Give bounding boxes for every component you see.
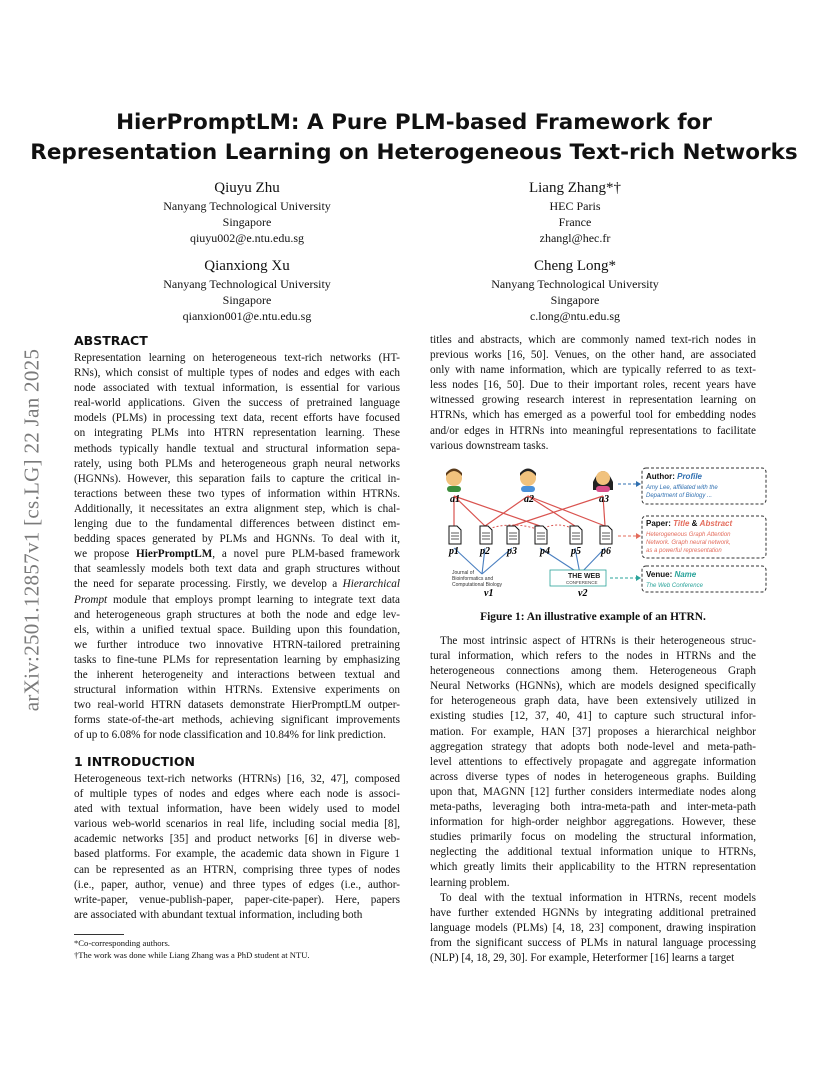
label-a2: a2 [524,494,534,505]
connector-arrows [636,481,641,581]
text-line: upon that, MAGNN [12] further considers intermediate nodes along [430,785,756,798]
text-line: which greatly limits their applicability to the HTRN representation [430,861,756,874]
venue-v2-logo [550,570,606,586]
author-affiliation: Nanyang Technological University [491,277,659,291]
footnote-2: †The work was done while Liang Zhang was a PhD student at NTU. [74,950,310,960]
text-line: tural information, which refers to the nodes in HTRNs and the [430,650,756,663]
text-line: we further introduce two innovative HTRN-tailored pretraining [74,638,400,651]
author-affiliation: Nanyang Technological University [163,277,331,291]
edge-a2-p6 [528,496,605,526]
label-v1: v1 [484,588,494,599]
paper-lines [451,533,610,539]
text-line: of up to 6.08% for node classification and 10.84% for link prediction. [74,729,386,742]
text-line: previous works [16, 50]. Venues, on the other hand, are associated [430,349,756,362]
text-line: RNs), which consist of multiple types of nodes and edges with each [74,367,400,380]
text-line: based platforms. For example, the academic data shown in Figure 1 [74,848,400,861]
title-line-2: Representation Learning on Heterogeneous Text-rich Networks [30,140,798,165]
svg-text:Computational Biology: Computational Biology [452,582,503,588]
author-name: Liang Zhang*† [528,180,622,196]
author-email[interactable]: qiuyu002@e.ntu.edu.sg [189,231,305,245]
text-line: The most intrinsic aspect of HTRNs is their heterogeneous struc- [440,635,756,647]
text-line: HTRNs, which has emerged as a powerful tool for embedding nodes [430,409,756,422]
text-line: existing studies [12, 37, 40, 41] to capture such structural infor- [430,710,756,723]
text-line: the need for separate processing. Firstly, we develop a Hierarchical [74,578,400,591]
author-icon-a1 [446,469,462,493]
text-line: teractions between these two types of information within HTRNs. [74,487,400,500]
author-location: Singapore [222,215,272,229]
author-location: Singapore [550,293,600,307]
text-line: from the significant success of PLMs in natural language processing [430,936,756,949]
author-icon-a2 [520,469,536,493]
text-line: Additionally, it necessitates an extra alignment step, which is chal- [74,502,400,515]
text-line: the inherent heterogeneity and interactions between textual and [74,668,400,681]
author-name: Qiuyu Zhu [214,180,280,196]
text-line: various web-world scenarios in real life, including social media [8], [74,818,400,831]
right-column-body [430,634,756,966]
text-line: and/or edges in HTRNs into meaningful representations to facilitate [430,424,756,437]
text-line: structural information within HTRNs. Extensive experiments on [74,684,400,697]
connectors [610,484,636,578]
figure-1-caption: Figure 1: An illustrative example of an HTRN. [480,611,706,623]
svg-text:Department of Biology ...: Department of Biology ... [646,493,713,499]
figure-1-htrn-diagram [440,462,770,600]
text-line: that seamlessly models both text data and graph structures without [74,563,400,576]
text-line: ated with textual information, have been widely used to model [74,803,400,816]
svg-text:Venue: Name: Venue: Name [646,570,697,579]
text-line: learning problem. [430,876,510,889]
text-line: we propose HierPromptLM, a novel pure PLM-based framework [74,548,400,561]
author-profile-box [642,468,766,504]
svg-text:Heterogeneous Graph Attention: Heterogeneous Graph Attention [646,532,731,538]
text-line: various downstream tasks. [430,439,549,452]
footnote-1: *Co-corresponding authors. [74,938,170,948]
text-line: heterogeneous connections among them. Heterogeneous Graph [430,665,756,678]
text-line: and heterogeneous graph structures at both the node and edge lev- [74,608,400,621]
introduction-heading: 1 INTRODUCTION [74,754,195,769]
text-line: (i.e., paper, author, venue) and three types of edges (i.e., author- [74,878,400,891]
author-location: Singapore [222,293,272,307]
venue-v1-logo [452,570,503,588]
text-line: methods typically handle textual and structural information sepa- [74,442,400,455]
text-line: (NLP) [4, 18, 29, 30]. For example, Heterformer [16] learns a target [430,951,735,964]
text-line: are associated with abundant textual information, including both [74,908,363,921]
svg-text:Bioinformatics and: Bioinformatics and [452,576,494,582]
author-affiliation: Nanyang Technological University [163,199,331,213]
paper-icons [449,526,612,544]
text-line: els, within a unified textual space. Building upon this foundation, [74,623,400,636]
right-column-intro-continued [430,333,756,454]
author-block-1 [142,178,352,246]
author-email[interactable]: zhangl@hec.fr [539,231,611,245]
author-email[interactable]: c.long@ntu.edu.sg [529,309,621,323]
edge-a2-p2 [485,496,528,526]
svg-text:Amy Lee, affiliated with the: Amy Lee, affiliated with the [646,485,718,491]
text-line: language models (PLMs) [4, 18, 23] component, drawing inspiration [430,921,756,934]
author-name: Qianxiong Xu [204,258,290,274]
text-line: Heterogeneous text-rich networks (HTRNs) [16, 32, 47], composed [74,773,400,785]
text-line: bedding spaces generated by PLMs and HGNNs. To deal with it, [74,533,400,546]
footnote-rule [74,934,124,935]
text-line: for heterogeneous graph data, have been extensively utilized in [430,695,756,708]
author-block-2 [470,178,680,246]
svg-text:Journal of: Journal of [452,570,474,576]
footnotes [74,937,400,961]
arxiv-id-text: arXiv:2501.12857v1 [cs.LG] 22 Jan 2025 [19,348,44,712]
label-p3: p3 [507,546,517,557]
text-line: on integrating PLMs into HTRN representation learning. These [74,427,400,440]
text-line: tasks to fine-tune PLMs for representation learning by emphasizing [74,653,400,666]
author-affiliation: HEC Paris [549,199,601,213]
text-line: (HGNNs). However, this separation fails to capture the critical in- [74,472,400,485]
title-line-1: HierPromptLM: A Pure PLM-based Framework for [116,110,712,135]
text-line: rately, using both PLMs and heterogeneous graph neural networks [74,457,400,470]
text-line: forms state-of-the-art methods, achieving significant improvements [74,714,400,727]
author-icon-a3 [593,471,613,492]
svg-text:THE WEB: THE WEB [568,573,601,580]
text-line: neglecting the additional textual information unique to HTRNs, [430,846,756,859]
text-line: have further extended HGNNs by integrating additional pretrained [430,906,756,919]
paper-title-abstract-box [642,516,766,558]
label-p6: p6 [601,546,611,557]
text-line: node associated with textual information, is essential for various [74,382,400,395]
abstract-heading: ABSTRACT [74,333,148,348]
text-line: studies primarily focus on modeling the structural information, [430,831,756,844]
author-location: France [558,215,592,229]
author-name: Cheng Long* [533,258,617,274]
text-line: Prompt module that employs prompt learning to integrate text data [74,593,400,606]
label-a1: a1 [450,494,460,505]
author-email[interactable]: qianxion001@e.ntu.edu.sg [182,309,312,323]
paper-labels [448,546,611,557]
text-line: write-paper, venue-publish-paper, paper-cite-paper). Here, papers [74,893,400,906]
text-line: two real-world HTRN datasets demonstrate HierPromptLM outper- [74,699,400,712]
text-line: witnessed growing research interest in representation learning on [430,394,756,407]
text-line: mation. For example, HAN [37] proposes a hierarchical neighbor [430,725,756,738]
text-line: information for high-order neighbor aggregations. However, these [430,816,756,829]
introduction-body [74,772,400,923]
label-p4: p4 [540,546,550,557]
text-line: academic networks [35] and product networks [6] in diverse web- [74,833,400,846]
author-block-4 [460,256,690,324]
label-v2: v2 [578,588,588,599]
text-line: real-world applications. Given the success of pretrained language [74,397,400,410]
svg-text:The Web Conference: The Web Conference [646,583,703,589]
text-line: can be represented as an HTRN, comprising three types of nodes [74,863,400,876]
text-line: Neural Networks (HGNNs), which are models designed specifically [430,680,756,693]
text-line: of multiple types of nodes and edges where each node is associ- [74,788,400,801]
text-line: Representation learning on heterogeneous text-rich networks (HT- [74,352,400,364]
svg-text:Paper: Title & Abstract: Paper: Title & Abstract [646,519,733,528]
text-line: only with name information, which are typically referred to as text- [430,364,756,377]
svg-text:CONFERENCE: CONFERENCE [566,580,598,585]
paper-title [0,108,828,168]
text-line: level attentions to effectively propagate and aggregate information [430,755,756,768]
svg-text:as a powerful representation: as a powerful representation [646,548,722,554]
label-p1: p1 [449,546,459,557]
text-line: less nodes [16, 50]. Due to their important roles, recent years have [430,379,756,392]
abstract-body [74,351,400,743]
author-block-3 [132,256,362,324]
text-line: lenging due to the fundamental differences between distinct em- [74,518,400,531]
text-line: meta-paths, leveraging both intra-meta-path and inter-meta-path [430,801,756,814]
label-p5: p5 [571,546,581,557]
text-line: aggregation strategy that adopts both node-level and meta-path- [430,740,756,753]
arxiv-identifier [12,300,52,760]
text-line: To deal with the textual information in HTRNs, recent models [440,891,756,904]
label-a3: a3 [599,494,609,505]
text-line: models (PLMs) in processing text data, recent efforts have focused [74,412,400,425]
venue-name-box [642,566,766,592]
svg-text:Network. Graph neural network,: Network. Graph neural network, [646,540,731,546]
cite-edges [485,525,575,530]
text-line: titles and abstracts, which are commonly named text-rich nodes in [430,334,756,346]
text-line: across diverse types of nodes in heterogeneous graphs. Building [430,770,756,783]
svg-text:Author: Profile: Author: Profile [646,472,703,481]
label-p2: p2 [480,546,490,557]
